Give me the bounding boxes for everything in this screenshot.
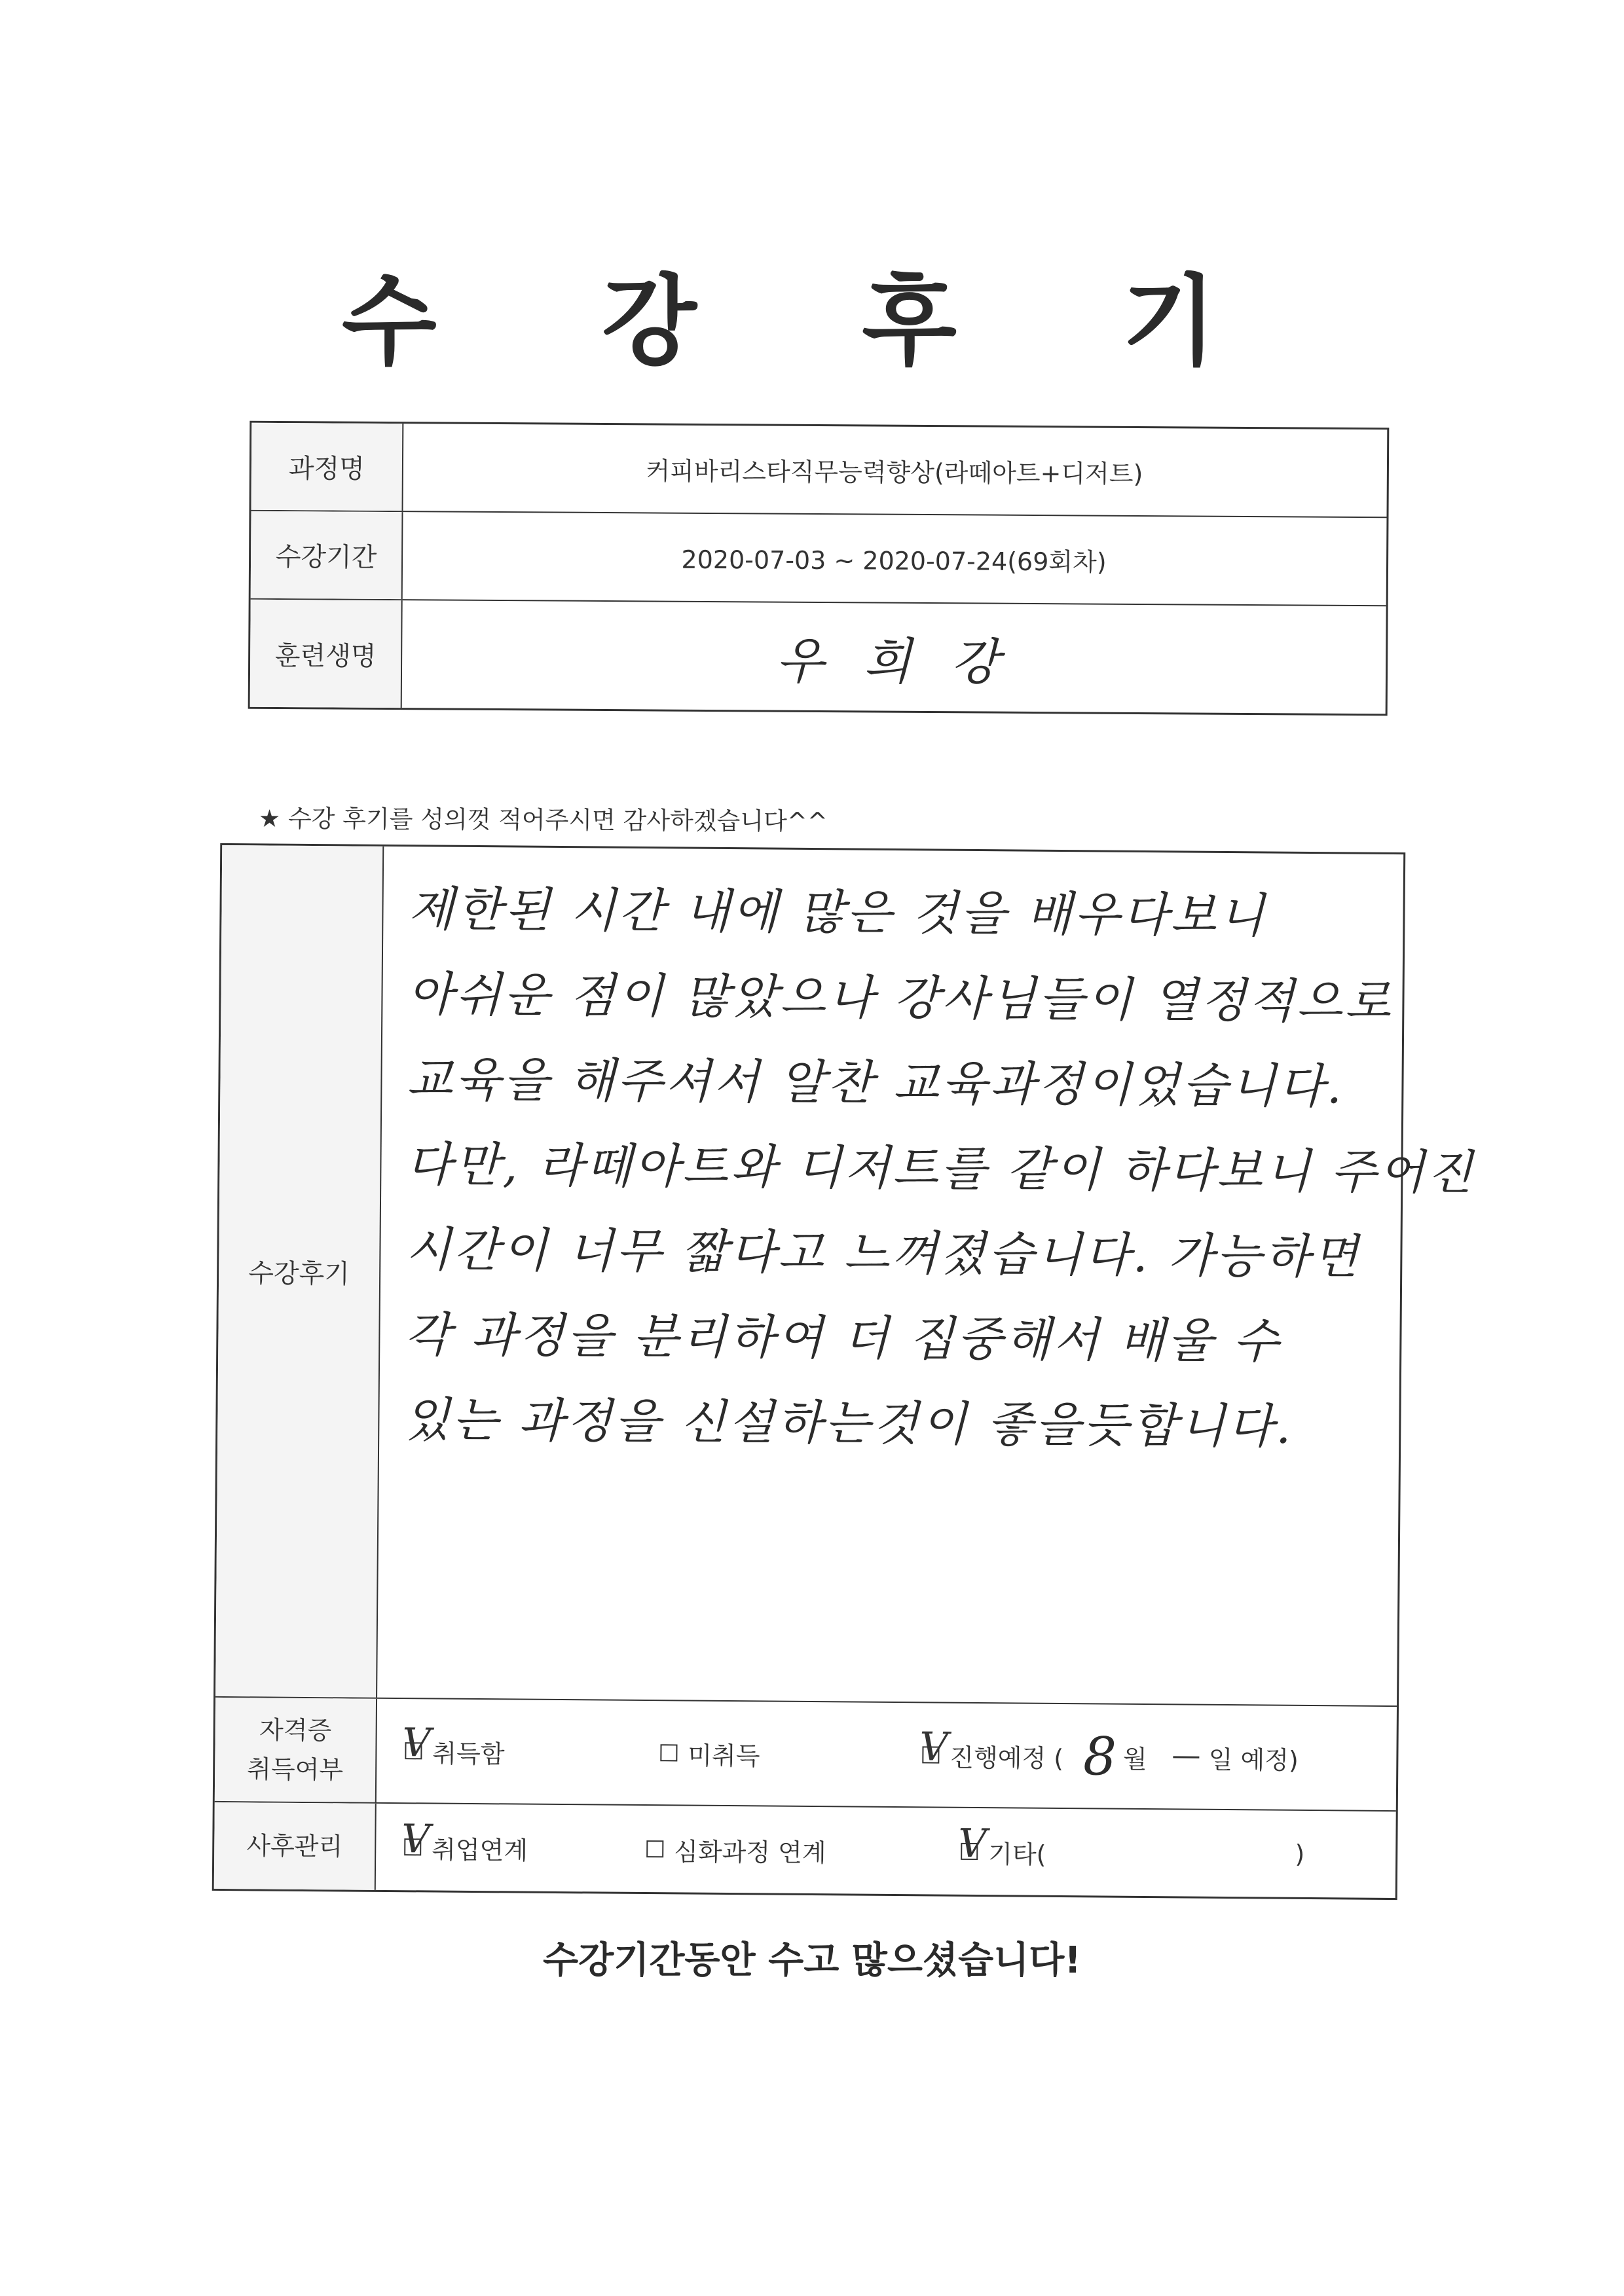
- checkbox-scheduled[interactable]: [919, 1724, 949, 1770]
- checkbox-advanced-course[interactable]: [646, 1840, 663, 1857]
- review-line: 시간이 너무 짧다고 느껴졌습니다. 가능하면: [405, 1222, 1361, 1285]
- trainee-label: 훈련생명: [250, 600, 403, 708]
- course-row: [251, 423, 1388, 519]
- option-employment[interactable]: [401, 1804, 528, 1891]
- review-text-area: [402, 866, 1476, 1699]
- option-other-close: ): [1295, 1839, 1305, 1868]
- review-line: 제한된 시간 내에 많은 것을 배우다보니: [408, 881, 1268, 943]
- option-advanced-course[interactable]: [646, 1806, 826, 1893]
- closing-message: 수강기간동안 수고 많으셨습니다!: [543, 1939, 1081, 1982]
- course-info-table: [248, 421, 1390, 716]
- option-scheduled[interactable]: [919, 1703, 1299, 1810]
- other-blank[interactable]: [1046, 1852, 1295, 1854]
- check-mark-icon: V: [919, 1724, 949, 1770]
- period-value: 2020-07-03 ~ 2020-07-24(69회차): [681, 545, 1107, 577]
- trainee-row: [250, 600, 1386, 714]
- option-not-acquired[interactable]: [660, 1701, 760, 1805]
- period-label: 수강기간: [251, 511, 403, 599]
- scheduled-month-handwritten: 8: [1082, 1725, 1117, 1787]
- option-employment-label: 취업연계: [432, 1835, 528, 1865]
- certification-label-line1: 자격증: [259, 1715, 332, 1745]
- checkbox-other[interactable]: [958, 1820, 987, 1867]
- review-line: 교육을 해주셔서 알찬 교육과정이었습니다.: [407, 1051, 1345, 1114]
- review-table: [212, 843, 1476, 1900]
- checkbox-employment[interactable]: [401, 1816, 430, 1863]
- review-line: 아쉬운 점이 많았으나 강사님들이 열정적으로: [407, 966, 1393, 1029]
- check-mark-icon: V: [401, 1816, 430, 1863]
- followup-row: [214, 1801, 1396, 1898]
- document-title: 수 강 후 기: [341, 265, 1283, 379]
- review-line: 있는 과정을 신설하는것이 좋을듯합니다.: [404, 1392, 1294, 1454]
- period-row: [251, 511, 1387, 607]
- trainee-value: [401, 600, 1386, 714]
- review-line: 각 과정을 분리하여 더 집중해서 배울 수: [405, 1307, 1282, 1369]
- option-advanced-course-label: 심화과정 연계: [674, 1836, 826, 1867]
- course-value: 커피바리스타직무능력향상(라떼아트+디저트): [646, 456, 1143, 489]
- option-other[interactable]: [958, 1808, 1305, 1897]
- review-line: 다만, 라떼아트와 디저트를 같이 하다보니 주어진: [406, 1137, 1476, 1200]
- checkbox-not-acquired[interactable]: [660, 1744, 677, 1761]
- certification-label-line2: 취득여부: [247, 1755, 344, 1785]
- option-other-label: 기타(: [988, 1839, 1046, 1869]
- option-acquired-label: 취득함: [432, 1739, 505, 1768]
- check-mark-icon: V: [958, 1820, 987, 1867]
- option-acquired[interactable]: [402, 1699, 505, 1803]
- certification-label: [215, 1698, 377, 1802]
- review-label: 수강후기: [215, 845, 384, 1698]
- check-mark-icon: V: [402, 1720, 432, 1766]
- certification-row: [215, 1696, 1397, 1810]
- day-dash-mark: [1173, 1756, 1200, 1758]
- course-label: 과정명: [251, 423, 404, 511]
- followup-label: 사후관리: [214, 1802, 377, 1890]
- trainee-name-handwritten: 우 희 강: [775, 631, 1011, 691]
- day-label: 일 예정): [1208, 1745, 1299, 1775]
- checkbox-acquired[interactable]: [402, 1720, 432, 1766]
- instruction-notice: ★ 수강 후기를 성의껏 적어주시면 감사하겠습니다^^: [258, 804, 828, 836]
- option-scheduled-label: 진행예정 (: [950, 1743, 1064, 1773]
- option-not-acquired-label: 미취득: [688, 1741, 760, 1770]
- month-label: 월: [1122, 1744, 1147, 1774]
